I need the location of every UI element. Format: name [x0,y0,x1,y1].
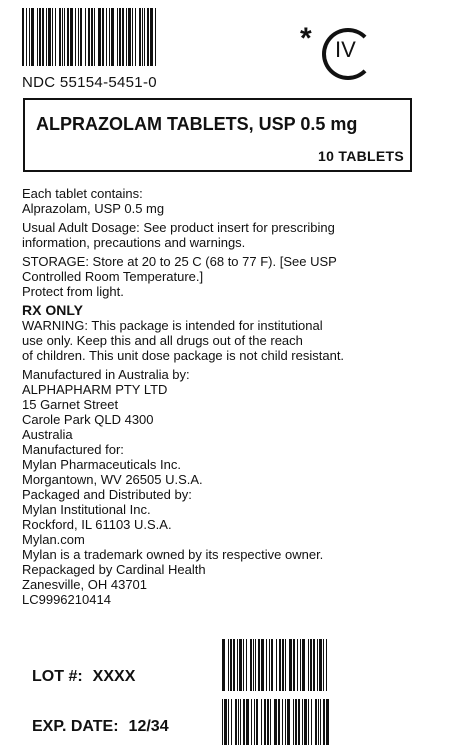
dosage-line-2: information, precautions and warnings. [22,235,246,250]
barcode-bar [111,8,114,66]
barcode-bar [300,639,301,691]
tablet-count: 10 TABLETS [318,148,404,164]
mfg-for-city-line: Morgantown, WV 26505 U.S.A. [22,472,203,487]
ingredient-line: Alprazolam, USP 0.5 mg [22,201,165,216]
rx-only: RX ONLY [22,302,83,318]
barcode-bar [150,8,153,66]
lot-barcode [222,639,334,691]
barcode-bar [132,8,133,66]
barcode-bar [254,699,255,745]
barcode-bar [91,8,93,66]
barcode-bar [147,8,149,66]
repack-line: Repackaged by Cardinal Health [22,562,206,577]
barcode-bar [287,699,290,745]
barcode-bar [128,8,131,66]
barcode-bar [278,699,280,745]
barcode-bar [62,8,63,66]
code-line: LC9996210414 [22,592,111,607]
barcode-bar [88,8,90,66]
barcode-bar [230,639,232,691]
barcode-bar [228,699,229,745]
barcode-bar [67,8,69,66]
barcode-bar [59,8,61,66]
warning-line-1: WARNING: This package is intended for institutional [22,318,323,333]
barcode-bar [243,639,244,691]
barcode-bar [256,699,258,745]
barcode-bar [75,8,76,66]
barcode-bar [102,8,104,66]
barcode-bar [304,699,307,745]
barcode-bar [155,8,156,66]
lot-label: LOT #: [32,668,83,685]
contains-line: Each tablet contains: [22,186,143,201]
barcode-bar [55,8,56,66]
barcode-bar [308,639,309,691]
barcode-bar [29,8,30,66]
barcode-bar [266,639,267,691]
barcode-bar [46,8,47,66]
schedule-star: * [300,22,312,55]
barcode-bar [302,699,303,745]
web-line: Mylan.com [22,532,85,547]
storage-line-2: Controlled Room Temperature.] [22,269,204,284]
barcode-bar [285,699,286,745]
barcode-bar [279,639,281,691]
barcode-bar [52,8,53,66]
barcode-bar [80,8,82,66]
barcode-bar [48,8,51,66]
barcode-bar [246,639,247,691]
barcode-bar [282,639,284,691]
barcode-bar [261,639,264,691]
ndc-barcode [22,8,160,66]
barcode-bar [326,699,329,745]
barcode-bar [269,639,270,691]
barcode-bar [78,8,79,66]
barcode-bar [323,699,325,745]
barcode-bar [235,699,237,745]
barcode-bar [313,639,315,691]
barcode-bar [26,8,27,66]
barcode-bar [39,8,41,66]
exp-label: EXP. DATE: [32,718,119,735]
barcode-bar [318,699,319,745]
barcode-bar [323,639,324,691]
barcode-bar [106,8,107,66]
exp-barcode [222,699,334,745]
barcode-bar [228,639,229,691]
barcode-bar [271,639,273,691]
repack-city-line: Zanesville, OH 43701 [22,577,148,592]
barcode-bar [274,699,277,745]
barcode-bar [22,8,24,66]
barcode-bar [267,699,269,745]
barcode-bar [222,639,225,691]
barcode-bar [293,639,295,691]
warning-line-3: of children. This unit dose package is not child resistant. [22,348,345,363]
mfg-for-name-line: Mylan Pharmaceuticals Inc. [22,457,181,472]
barcode-bar [295,699,297,745]
barcode-bar [85,8,86,66]
barcode-bar [31,8,34,66]
barcode-bar [320,699,321,745]
barcode-bar [142,8,143,66]
barcode-bar [251,699,252,745]
lot-value: XXXX [92,668,136,685]
barcode-bar [264,699,266,745]
barcode-bar [119,8,121,66]
barcode-bar [282,699,283,745]
barcode-bar [240,699,241,745]
barcode-bar [285,639,286,691]
barcode-bar [144,8,145,66]
barcode-bar [239,639,242,691]
product-title-box [23,98,412,172]
mfg-for-line: Manufactured for: [22,442,124,457]
barcode-bar [231,699,232,745]
storage-line-1: STORAGE: Store at 20 to 25 C (68 to 77 F). [See USP [22,254,337,269]
protect-line: Protect from light. [22,284,124,299]
barcode-bar [237,639,238,691]
dosage-line-1: Usual Adult Dosage: See product insert for prescribing [22,220,335,235]
schedule-code: IV [335,37,356,62]
label-body [22,186,422,607]
barcode-bar [311,699,312,745]
product-name: ALPRAZOLAM TABLETS, USP 0.5 mg [36,114,358,134]
barcode-bar [238,699,239,745]
barcode-bar [315,699,317,745]
mfg-country-line: Australia [22,427,73,442]
pkg-city-line: Rockford, IL 61103 U.S.A. [22,517,172,532]
barcode-bar [233,639,235,691]
barcode-bar [258,639,260,691]
pkg-name-line: Mylan Institutional Inc. [22,502,151,517]
barcode-bar [253,639,254,691]
barcode-bar [317,639,318,691]
barcode-bar [122,8,124,66]
barcode-bar [250,639,252,691]
barcode-bar [64,8,65,66]
ndc-number: NDC 55154-5451-0 [22,74,157,91]
barcode-bar [98,8,101,66]
expiration-date [32,718,169,736]
barcode-bar [255,639,256,691]
warning-line-2: use only. Keep this and all drugs out of the reach [22,333,303,348]
controlled-substance-symbol [300,24,380,80]
barcode-bar [261,699,262,745]
barcode-bar [126,8,127,66]
lot-number [32,668,135,686]
barcode-bar [139,8,141,66]
barcode-bar [94,8,95,66]
barcode-bar [276,639,277,691]
barcode-bar [70,8,73,66]
barcode-bar [293,699,294,745]
trademark-line: Mylan is a trademark owned by its respective owner. [22,547,324,562]
barcode-bar [246,699,249,745]
barcode-bar [302,639,305,691]
barcode-bar [308,699,309,745]
barcode-bar [297,639,298,691]
barcode-bar [222,699,223,745]
barcode-bar [298,699,300,745]
barcode-bar [109,8,110,66]
barcode-bar [310,639,312,691]
barcode-bar [135,8,136,66]
pkg-by-line: Packaged and Distributed by: [22,487,192,502]
barcode-bar [243,699,245,745]
barcode-bar [326,639,327,691]
mfg-name-line: ALPHAPHARM PTY LTD [22,382,168,397]
barcode-bar [270,699,271,745]
barcode-bar [42,8,44,66]
mfg-in-line: Manufactured in Australia by: [22,367,190,382]
exp-value: 12/34 [128,718,169,735]
barcode-bar [224,699,227,745]
barcode-bar [319,639,322,691]
mfg-street-line: 15 Garnet Street [22,397,119,412]
mfg-city-line: Carole Park QLD 4300 [22,412,154,427]
barcode-bar [289,639,292,691]
barcode-bar [117,8,118,66]
barcode-bar [37,8,38,66]
